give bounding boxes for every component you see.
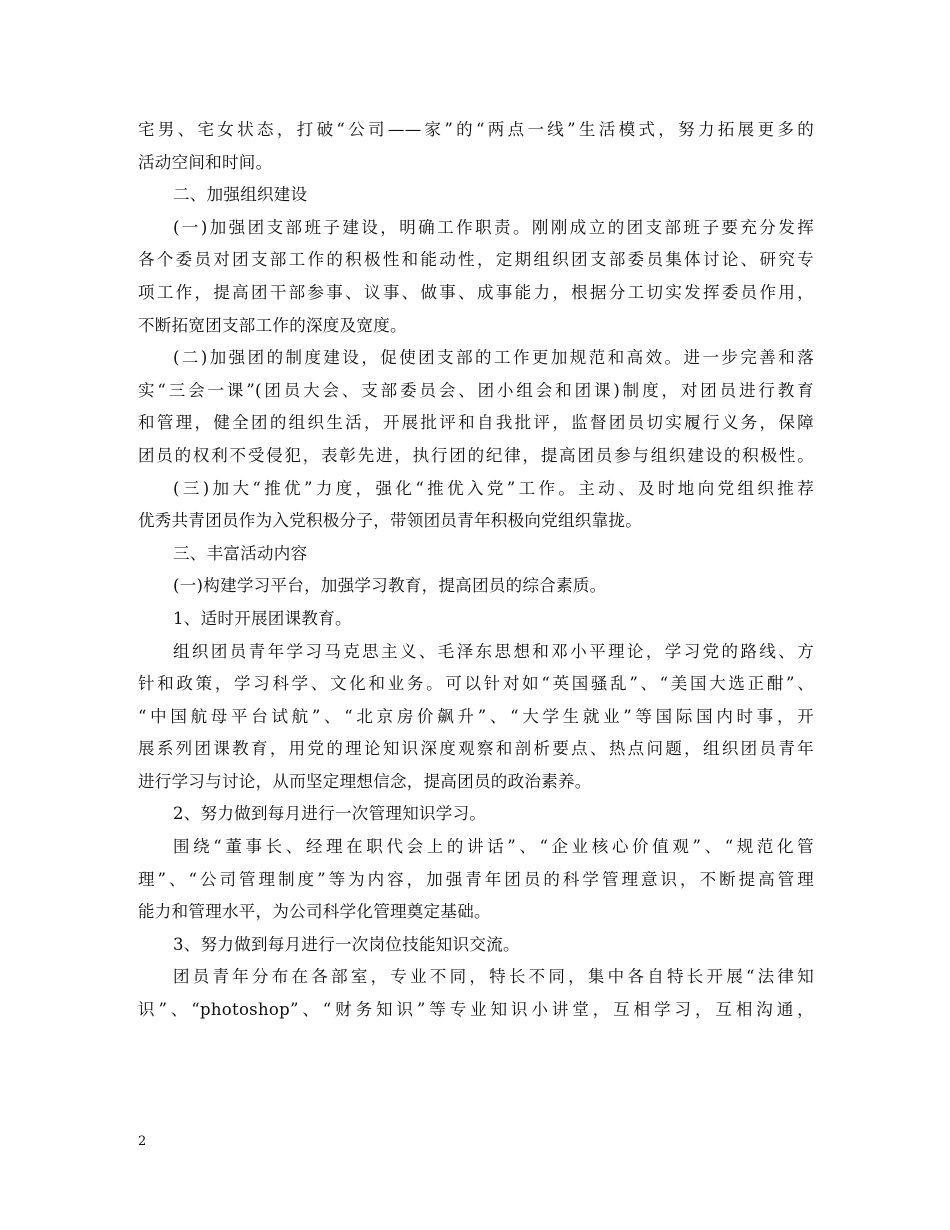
text-line: 和管理，健全团的组织生活，开展批评和自我批评，监督团员切实履行义务，保障 bbox=[138, 413, 814, 433]
text-line: (三)加大“推优”力度，强化“推优入党”工作。主动、及时地向党组织推荐 bbox=[173, 478, 814, 498]
text-line: 围绕“董事长、经理在职代会上的讲话”、“企业核心价值观”、“规范化管 bbox=[173, 837, 814, 857]
text-line: (二)加强团的制度建设，促使团支部的工作更加规范和高效。进一步完善和落 bbox=[173, 348, 814, 368]
text-line: 各个委员对团支部工作的积极性和能动性，定期组织团支部委员集体讨论、研究专 bbox=[138, 250, 814, 270]
text-line: 不断拓宽团支部工作的深度及宽度。 bbox=[138, 315, 407, 335]
text-line: 宅男、宅女状态，打破“公司——家”的“两点一线”生活模式，努力拓展更多的 bbox=[138, 120, 814, 139]
text-line: 优秀共青团员作为入党积极分子，带领团员青年积极向党组织靠拢。 bbox=[138, 511, 642, 531]
body-text bbox=[138, 114, 814, 1027]
subsection-heading: (一)构建学习平台，加强学习教育，提高团员的综合素质。 bbox=[173, 576, 607, 596]
text-line: 团员青年分布在各部室，专业不同，特长不同，集中各自特长开展“法律知 bbox=[173, 967, 814, 987]
text-line: 展系列团课教育，用党的理论知识深度观察和剖析要点、热点问题，组织团员青年 bbox=[138, 739, 814, 759]
section-heading: 二、加强组织建设 bbox=[173, 185, 308, 205]
list-item-heading: 2、努力做到每月进行一次管理知识学习。 bbox=[173, 804, 487, 824]
text-line: 活动空间和时间。 bbox=[138, 152, 273, 172]
section-heading: 三、丰富活动内容 bbox=[173, 543, 308, 563]
text-line: 组织团员青年学习马克思主义、毛泽东思想和邓小平理论，学习党的路线、方 bbox=[173, 641, 814, 661]
list-item-heading: 3、努力做到每月进行一次岗位技能知识交流。 bbox=[173, 934, 520, 954]
list-item-heading: 1、适时开展团课教育。 bbox=[173, 608, 352, 628]
text-line: 识”、“photoshop”、“财务知识”等专业知识小讲堂，互相学习，互相沟通， bbox=[138, 1000, 814, 1020]
text-line: (一)加强团支部班子建设，明确工作职责。刚刚成立的团支部班子要充分发挥 bbox=[173, 217, 814, 237]
page-number: 2 bbox=[138, 1134, 147, 1149]
text-line: 项工作，提高团干部参事、议事、做事、成事能力，根据分工切实发挥委员作用， bbox=[138, 282, 814, 302]
text-line: 团员的权利不受侵犯，表彰先进，执行团的纪律，提高团员参与组织建设的积极性。 bbox=[138, 445, 814, 465]
text-line: 针和政策，学习科学、文化和业务。可以针对如“英国骚乱”、“美国大选正酣”、 bbox=[138, 674, 814, 694]
text-line: 实“三会一课”(团员大会、支部委员会、团小组会和团课)制度，对团员进行教育 bbox=[138, 380, 814, 400]
text-line: 能力和管理水平，为公司科学化管理奠定基础。 bbox=[138, 902, 491, 922]
text-line: 进行学习与讨论，从而坚定理想信念，提高团员的政治素养。 bbox=[138, 771, 592, 791]
text-line: “中国航母平台试航”、“北京房价飙升”、“大学生就业”等国际国内时事，开 bbox=[138, 706, 814, 726]
text-line: 理”、“公司管理制度”等为内容，加强青年团员的科学管理意识，不断提高管理 bbox=[138, 869, 814, 889]
